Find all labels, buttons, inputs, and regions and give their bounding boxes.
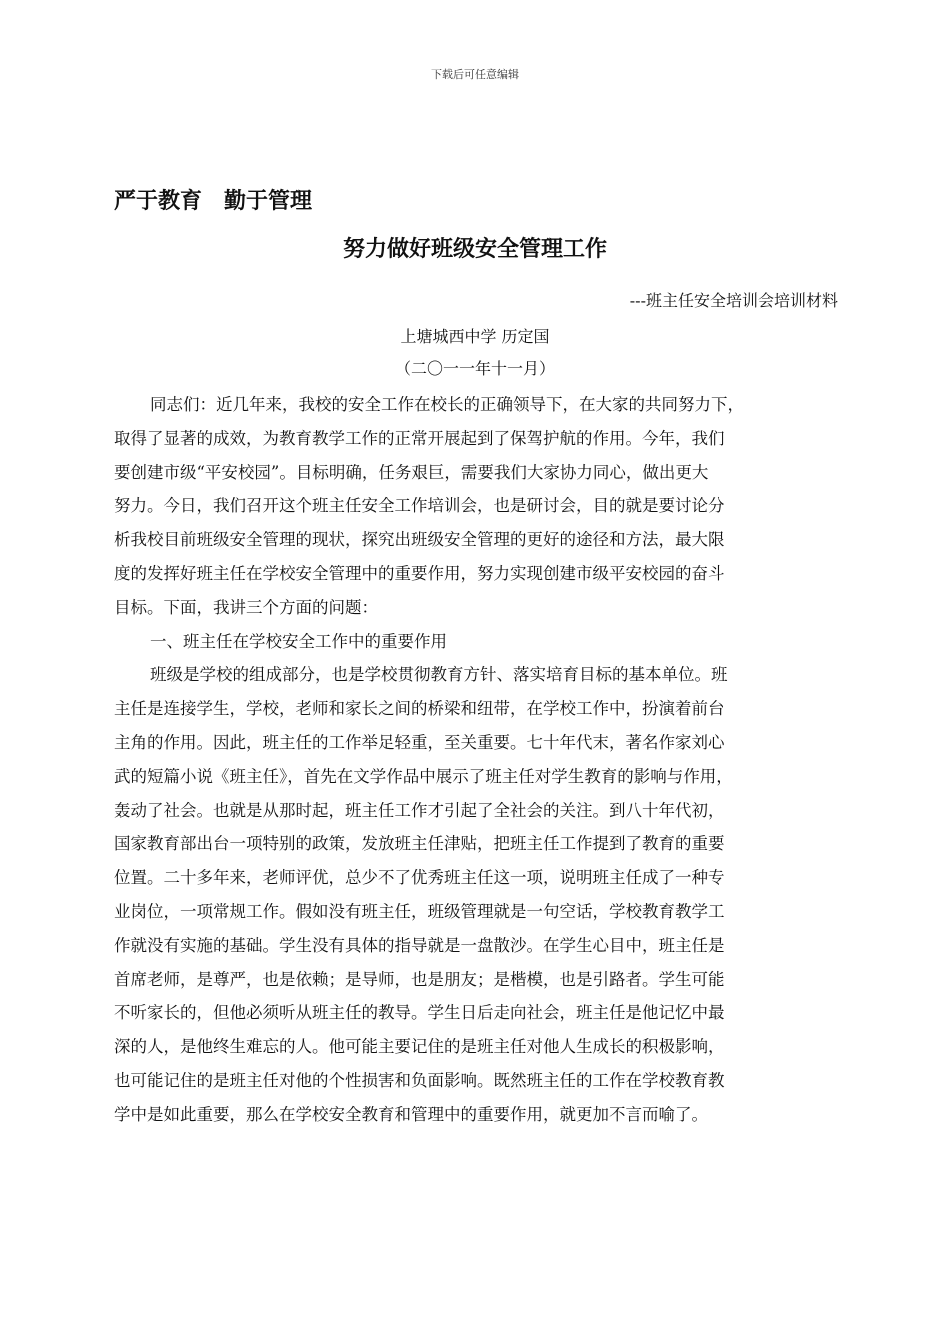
document-title-line-2: 努力做好班级安全管理工作 — [342, 237, 607, 262]
body-line: 武的短篇小说《班主任》，首先在文学作品中展示了班主任对学生教育的影响与作用， — [114, 766, 733, 786]
body-line: 同志们：近几年来，我校的安全工作在校长的正确领导下，在大家的共同努力下， — [150, 395, 744, 414]
body-line: 首席老师，是尊严，也是依赖；是导师，也是朋友；是楷模，也是引路者。学生可能 — [114, 969, 725, 989]
body-line: 业岗位，一项常规工作。假如没有班主任，班级管理就是一句空话，学校教育教学工 — [114, 901, 725, 921]
body-line: 班级是学校的组成部分，也是学校贯彻教育方针、落实培育目标的基本单位。班 — [150, 665, 728, 685]
body-line: 轰动了社会。也就是从那时起，班主任工作才引起了全社会的关注。到八十年代初， — [114, 800, 725, 820]
section-heading: 一、班主任在学校安全工作中的重要作用 — [150, 631, 447, 651]
document-author: 上塘城西中学 历定国 — [400, 327, 550, 346]
body-line: 要创建市级“平安校园”。目标明确，任务艰巨，需要我们大家协力同心，做出更大 — [114, 462, 709, 482]
body-line: 也可能记住的是班主任对他的个性损害和负面影响。既然班主任的工作在学校教育教 — [114, 1070, 725, 1090]
body-line: 作就没有实施的基础。学生没有具体的指导就是一盘散沙。在学生心目中，班主任是 — [114, 935, 725, 955]
body-line: 国家教育部出台一项特别的政策，发放班主任津贴，把班主任工作提到了教育的重要 — [114, 834, 725, 854]
body-line: 析我校目前班级安全管理的现状，探究出班级安全管理的更好的途径和方法，最大限 — [114, 530, 725, 550]
document-body — [114, 388, 836, 1132]
body-line: 位置。二十多年来，老师评优，总少不了优秀班主任这一项，说明班主任成了一种专 — [114, 868, 725, 888]
body-line: 深的人，是他终生难忘的人。他可能主要记住的是班主任对他人生成长的积极影响， — [114, 1037, 725, 1057]
body-line: 目标。下面，我讲三个方面的问题： — [114, 597, 378, 617]
header-note: 下载后可任意编辑 — [431, 68, 519, 81]
body-line: 主任是连接学生，学校，老师和家长之间的桥梁和纽带，在学校工作中，扮演着前台 — [114, 699, 725, 719]
body-line: 努力。今日，我们召开这个班主任安全工作培训会，也是研讨会，目的就是要讨论分 — [114, 496, 725, 516]
document-title-line-1: 严于教育 勤于管理 — [114, 189, 313, 214]
body-line: 学中是如此重要，那么在学校安全教育和管理中的重要作用，就更加不言而喻了。 — [114, 1104, 708, 1124]
body-line: 主角的作用。因此，班主任的工作举足轻重，至关重要。七十年代末，著名作家刘心 — [114, 732, 725, 752]
document-date: （二〇一一年十一月） — [394, 359, 555, 378]
body-line: 度的发挥好班主任在学校安全管理中的重要作用，努力实现创建市级平安校园的奋斗 — [114, 563, 725, 583]
document-subtitle: ---班主任安全培训会培训材料 — [629, 291, 838, 310]
body-line: 取得了显著的成效，为教育教学工作的正常开展起到了保驾护航的作用。今年，我们 — [114, 428, 725, 448]
body-line: 不听家长的，但他必须听从班主任的教导。学生日后走向社会，班主任是他记忆中最 — [114, 1003, 725, 1023]
